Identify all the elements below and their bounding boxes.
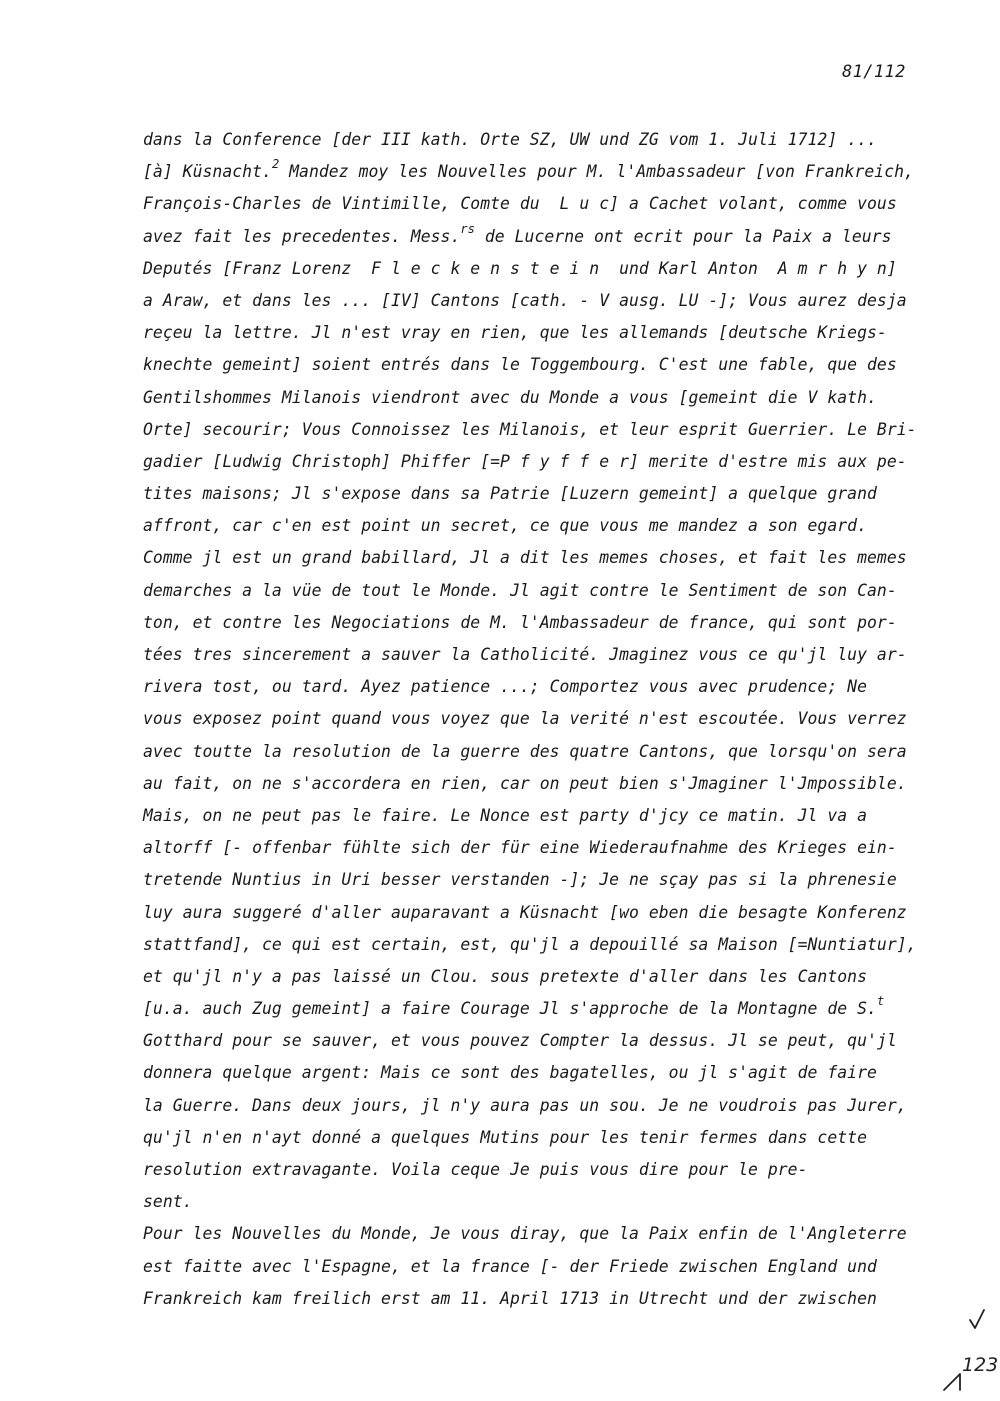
text-line bbox=[143, 1025, 933, 1057]
superscript: rs bbox=[460, 221, 475, 236]
text-fragment: Gotthard pour se sauver, et vous pouvez Compter la dessus. Jl se peut, qu'jl bbox=[143, 1031, 897, 1051]
text-line bbox=[143, 671, 933, 703]
text-line bbox=[143, 768, 933, 800]
text-fragment: de Lucerne ont ecrit pour la Paix a leurs bbox=[474, 226, 892, 246]
text-line bbox=[143, 382, 933, 414]
body-text bbox=[143, 124, 933, 1315]
text-fragment: tites maisons; Jl s'expose dans sa Patrie [Luzern gemeint] a quelque grand bbox=[143, 484, 877, 504]
text-line bbox=[143, 510, 933, 542]
text-fragment: Mais, on ne peut pas le faire. Le Nonce est party d'jcy ce matin. Jl va a bbox=[143, 805, 868, 825]
handwritten-check-mark bbox=[936, 1306, 999, 1396]
text-line bbox=[143, 1154, 933, 1186]
text-line bbox=[143, 703, 933, 735]
text-fragment: gadier [Ludwig Christoph] Phiffer [=P f y f f e r] merite d'estre mis aux pe- bbox=[143, 451, 907, 471]
text-fragment: affront, car c'en est point un secret, ce que vous me mandez a son egard. bbox=[143, 516, 868, 536]
text-line bbox=[143, 575, 933, 607]
text-fragment: stattfand], ce qui est certain, est, qu'jl a depouillé sa Maison [=Nuntiatur], bbox=[143, 934, 917, 954]
text-line bbox=[143, 446, 933, 478]
text-fragment: luy aura suggeré d'aller auparavant a Küsnacht [wo eben die besagte Konferenz bbox=[143, 902, 907, 922]
text-line bbox=[143, 285, 933, 317]
text-fragment: altorff [- offenbar fühlte sich der für eine Wiederaufnahme des Krieges ein- bbox=[143, 838, 897, 858]
text-line bbox=[143, 929, 933, 961]
text-line bbox=[143, 639, 933, 671]
text-fragment: Pour les Nouvelles du Monde, Je vous diray, que la Paix enfin de l'Angleterre bbox=[143, 1224, 907, 1244]
text-fragment: Comme jl est un grand babillard, Jl a dit les memes choses, et fait les memes bbox=[143, 548, 907, 568]
text-line bbox=[143, 478, 933, 510]
text-line bbox=[143, 1122, 933, 1154]
text-fragment: qu'jl n'en n'ayt donné a quelques Mutins pour les tenir fermes dans cette bbox=[143, 1127, 868, 1147]
text-line bbox=[143, 1251, 933, 1283]
text-fragment: la Guerre. Dans deux jours, jl n'y aura pas un sou. Je ne voudrois pas Jurer, bbox=[143, 1095, 907, 1115]
text-line bbox=[143, 993, 933, 1025]
text-fragment: vous exposez point quand vous voyez que la verité n'est escoutée. Vous verrez bbox=[143, 709, 907, 729]
text-fragment: au fait, on ne s'accordera en rien, car on peut bien s'Jmaginer l'Jmpossible. bbox=[143, 773, 907, 793]
text-line bbox=[143, 414, 933, 446]
text-line bbox=[143, 349, 933, 381]
superscript: t bbox=[876, 994, 885, 1009]
text-fragment: Mandez moy les Nouvelles pour M. l'Ambassadeur [von Frankreich, bbox=[279, 162, 914, 182]
text-fragment: Frankreich kam freilich erst am 11. April 1713 in Utrecht und der zwischen bbox=[143, 1288, 877, 1308]
text-line bbox=[143, 1283, 933, 1315]
text-fragment: demarches a la vüe de tout le Monde. Jl agit contre le Sentiment de son Can- bbox=[143, 580, 897, 600]
text-line bbox=[143, 156, 933, 188]
text-fragment: knechte gemeint] soient entrés dans le Toggembourg. C'est une fable, que des bbox=[143, 355, 897, 375]
text-line bbox=[143, 961, 933, 993]
text-line bbox=[143, 1090, 933, 1122]
text-fragment: a Araw, et dans les ... [IV] Cantons [cath. - V ausg. LU -]; Vous aurez desja bbox=[143, 290, 907, 310]
text-line bbox=[143, 124, 933, 156]
text-line bbox=[143, 897, 933, 929]
text-fragment: [à] Küsnacht. bbox=[143, 162, 272, 182]
text-fragment: sent. bbox=[143, 1192, 193, 1212]
text-fragment: est faitte avec l'Espagne, et la france [- der Friede zwischen England und bbox=[143, 1256, 877, 1276]
text-line bbox=[143, 1186, 933, 1218]
text-fragment: Gentilshommes Milanois viendront avec du Monde a vous [gemeint die V kath. bbox=[143, 387, 877, 407]
page-number: 81/112 bbox=[842, 62, 906, 82]
text-fragment: et qu'jl n'y a pas laissé un Clou. sous pretexte d'aller dans les Cantons bbox=[143, 966, 868, 986]
text-fragment: resolution extravagante. Voila ceque Je puis vous dire pour le pre- bbox=[143, 1160, 808, 1179]
text-fragment: Orte] secourir; Vous Connoissez les Milanois, et leur esprit Guerrier. Le Bri- bbox=[143, 419, 917, 439]
text-line bbox=[143, 832, 933, 864]
text-fragment: [u.a. auch Zug gemeint] a faire Courage Jl s'approche de la Montagne de S. bbox=[143, 999, 877, 1019]
text-line bbox=[143, 864, 933, 896]
text-fragment: rivera tost, ou tard. Ayez patience ...; Comportez vous avec prudence; Ne bbox=[143, 677, 868, 697]
text-line bbox=[143, 542, 933, 574]
text-fragment: ton, et contre les Negociations de M. l'Ambassadeur de france, qui sont por- bbox=[143, 612, 897, 632]
text-line bbox=[143, 736, 933, 768]
text-line bbox=[143, 1218, 933, 1250]
text-line bbox=[143, 188, 933, 220]
text-fragment: avec toutte la resolution de la guerre des quatre Cantons, que lorsqu'on sera bbox=[143, 741, 907, 761]
text-fragment: dans la Conference [der III kath. Orte SZ, UW und ZG vom 1. Juli 1712] ... bbox=[143, 130, 877, 149]
folio-number: 123 bbox=[962, 1354, 999, 1376]
superscript: 2 bbox=[271, 157, 280, 172]
text-fragment: tées tres sincerement a sauver la Catholicité. Jmaginez vous ce qu'jl luy ar- bbox=[143, 645, 907, 664]
text-fragment: François-Charles de Vintimille, Comte du L u c] a Cachet volant, comme vous bbox=[143, 194, 897, 214]
text-fragment: avez fait les precedentes. Mess. bbox=[143, 226, 461, 246]
text-line bbox=[143, 253, 933, 285]
text-line bbox=[143, 607, 933, 639]
text-fragment: donnera quelque argent: Mais ce sont des bagatelles, ou jl s'agit de faire bbox=[143, 1063, 877, 1083]
text-line bbox=[143, 221, 933, 253]
text-line bbox=[143, 1057, 933, 1089]
text-line bbox=[143, 800, 933, 832]
text-fragment: Deputés [Franz Lorenz F l e c k e n s t e i n und Karl Anton A m r h y n] bbox=[143, 258, 897, 278]
text-line bbox=[143, 317, 933, 349]
text-fragment: tretende Nuntius in Uri besser verstanden -]; Je ne sçay pas si la phrenesie bbox=[143, 870, 897, 890]
text-fragment: reçeu la lettre. Jl n'est vray en rien, que les allemands [deutsche Kriegs- bbox=[143, 323, 887, 343]
